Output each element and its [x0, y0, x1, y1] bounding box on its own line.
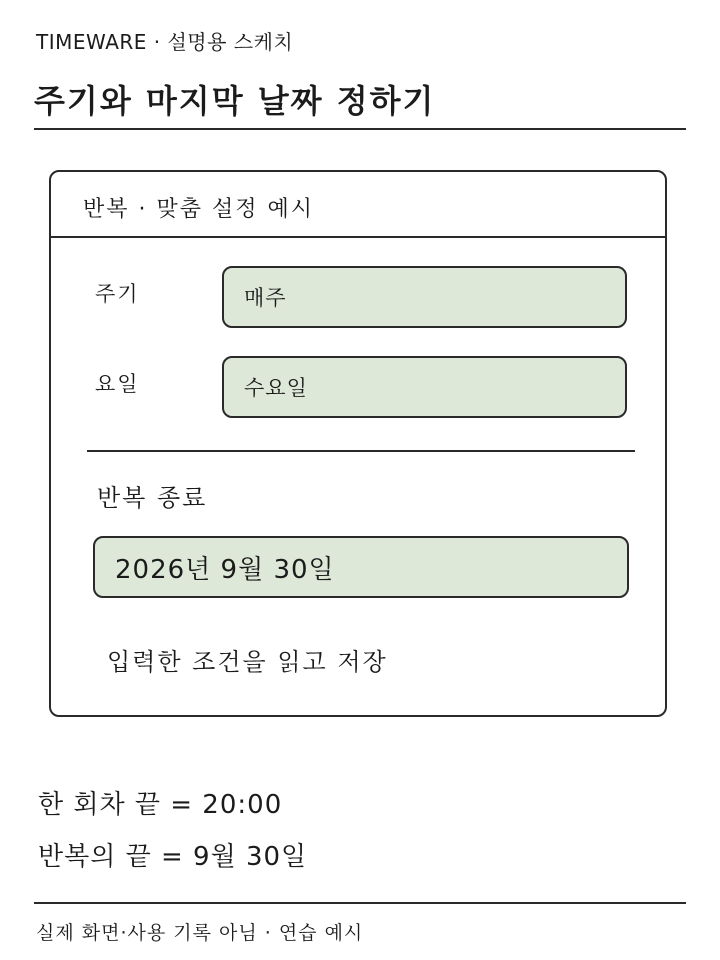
save-instruction: 입력한 조건을 읽고 저장: [107, 648, 388, 676]
end-date-field[interactable]: [93, 536, 629, 598]
card-title: 반복 · 맞춤 설정 예시: [83, 197, 314, 222]
end-date-value: 2026년 9월 30일: [115, 554, 335, 585]
section-divider: [87, 450, 635, 452]
footer-note: 실제 화면·사용 기록 아님 · 연습 예시: [36, 922, 364, 944]
period-label: 주기: [95, 282, 140, 306]
card-header: [51, 172, 665, 238]
footer-divider: [34, 902, 686, 904]
recurrence-card: [49, 170, 667, 717]
weekday-select[interactable]: [222, 356, 627, 418]
period-value: 매주: [244, 286, 287, 310]
title-divider: [34, 128, 686, 130]
summary-recurrence-end: 반복의 끝 = 9월 30일: [38, 842, 308, 872]
page-title: 주기와 마지막 날짜 정하기: [34, 82, 436, 120]
weekday-value: 수요일: [244, 376, 308, 400]
eyebrow-label: TIMEWARE · 설명용 스케치: [36, 30, 294, 54]
period-select[interactable]: [222, 266, 627, 328]
end-section-label: 반복 종료: [97, 484, 208, 512]
weekday-label: 요일: [95, 372, 140, 396]
summary-occurrence-end: 한 회차 끝 = 20:00: [38, 790, 283, 820]
